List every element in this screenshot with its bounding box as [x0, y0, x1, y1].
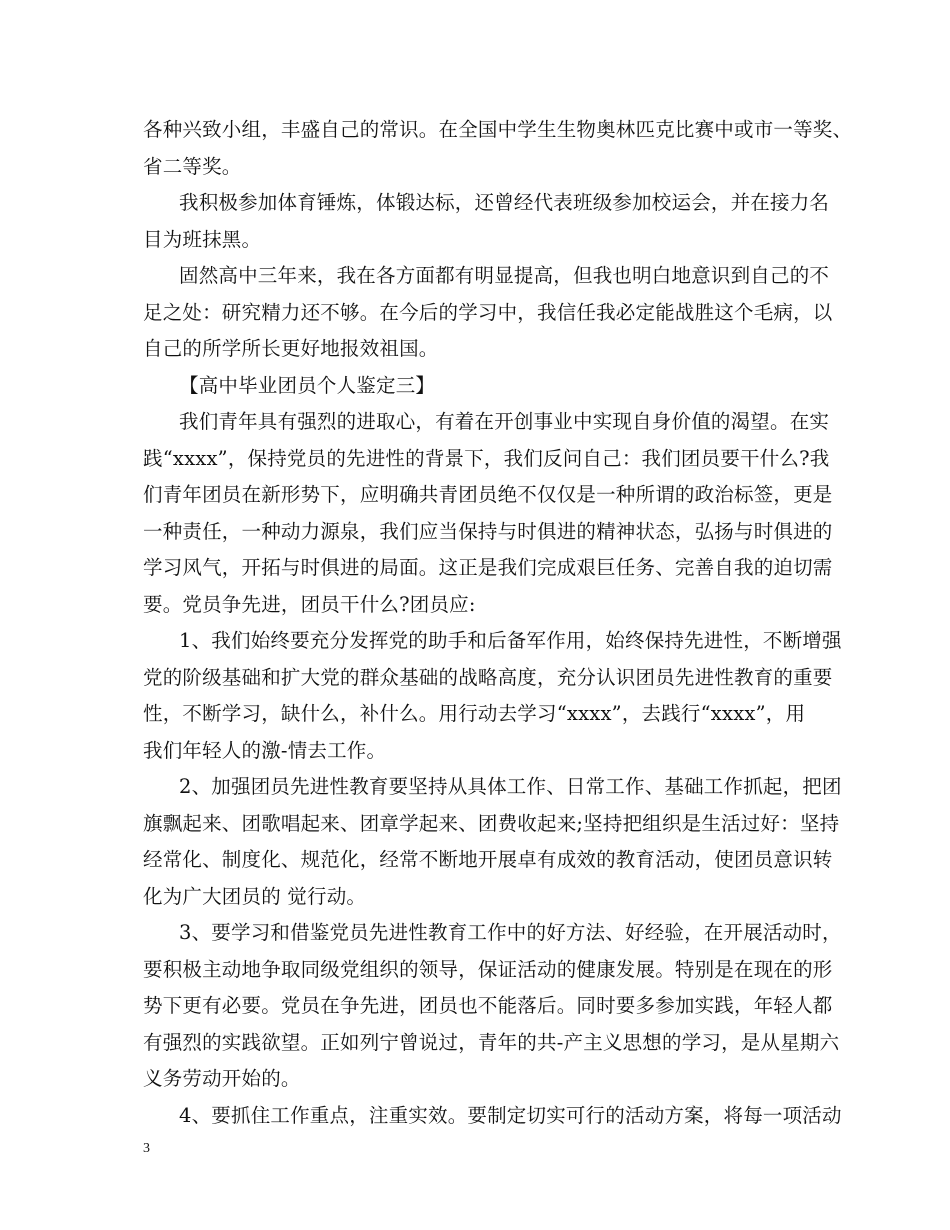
text-line: 【高中毕业团员个人鉴定三】	[179, 373, 436, 397]
text-line: 省二等奖。	[143, 154, 242, 178]
page-number: 3	[143, 1141, 150, 1156]
text-line: 党的阶级基础和扩大党的群众基础的战略高度，充分认识团员先进性教育的重要	[143, 665, 833, 689]
text-line: 们青年团员在新形势下，应明确共青团员绝不仅仅是一种所谓的政治标签，更是	[143, 483, 833, 506]
text-line: 各种兴致小组，丰盛自己的常识。在全国中学生生物奥林匹克比赛中或市一等奖、	[143, 118, 853, 141]
text-line: 有强烈的实践欲望。正如列宁曾说过，青年的共-产主义思想的学习，是从星期六	[143, 1030, 840, 1054]
text-line: 1、我们始终要充分发挥党的助手和后备军作用，始终保持先进性，不断增强	[179, 629, 842, 652]
text-line: 要。党员争先进，团员干什么?团员应:	[143, 592, 476, 616]
text-line: 势下更有必要。党员在争先进，团员也不能落后。同时要多参加实践，年轻人都	[143, 994, 833, 1017]
text-line: 固然高中三年来，我在各方面都有明显提高，但我也明白地意识到自己的不	[179, 264, 830, 287]
text-line: 我们年轻人的激-情去工作。	[143, 738, 387, 762]
text-line: 化为广大团员的 觉行动。	[143, 884, 367, 908]
text-line: 义务劳动开始的。	[143, 1067, 301, 1090]
text-line: 一种责任，一种动力源泉，我们应当保持与时俱进的精神状态，弘扬与时俱进的	[143, 519, 833, 543]
document-body	[143, 112, 853, 1134]
text-line: 2、加强团员先进性教育要坚持从具体工作、日常工作、基础工作抓起，把团	[179, 775, 842, 798]
text-line: 践“xxxx”，保持党员的先进性的背景下，我们反问自己：我们团员要干什么?我	[143, 446, 830, 470]
text-line: 性，不断学习，缺什么，补什么。用行动去学习“xxxx”，去践行“xxxx”，用	[143, 702, 806, 725]
text-line: 自己的所学所长更好地报效祖国。	[143, 337, 439, 360]
text-line: 旗飘起来、团歌唱起来、团章学起来、团费收起来;坚持把组织是生活过好：坚持	[143, 811, 840, 835]
text-line: 要积极主动地争取同级党组织的领导，保证活动的健康发展。特别是在现在的形	[143, 957, 833, 981]
text-line: 学习风气，开拓与时俱进的局面。这正是我们完成艰巨任务、完善自我的迫切需	[143, 556, 833, 579]
text-line: 我积极参加体育锤炼，体锻达标，还曾经代表班级参加校运会，并在接力名	[179, 191, 830, 214]
text-line: 3、要学习和借鉴党员先进性教育工作中的好方法、好经验，在开展活动时，	[179, 921, 842, 944]
text-line: 足之处：研究精力还不够。在今后的学习中，我信任我必定能战胜这个毛病，以	[143, 300, 833, 324]
text-line: 我们青年具有强烈的进取心，有着在开创事业中实现自身价值的渴望。在实	[179, 410, 830, 433]
text-line: 经常化、制度化、规范化，经常不断地开展卓有成效的教育活动，使团员意识转	[143, 848, 833, 871]
text-line: 4、要抓住工作重点，注重实效。要制定切实可行的活动方案，将每一项活动	[179, 1103, 842, 1127]
text-line: 目为班抹黑。	[143, 227, 262, 251]
